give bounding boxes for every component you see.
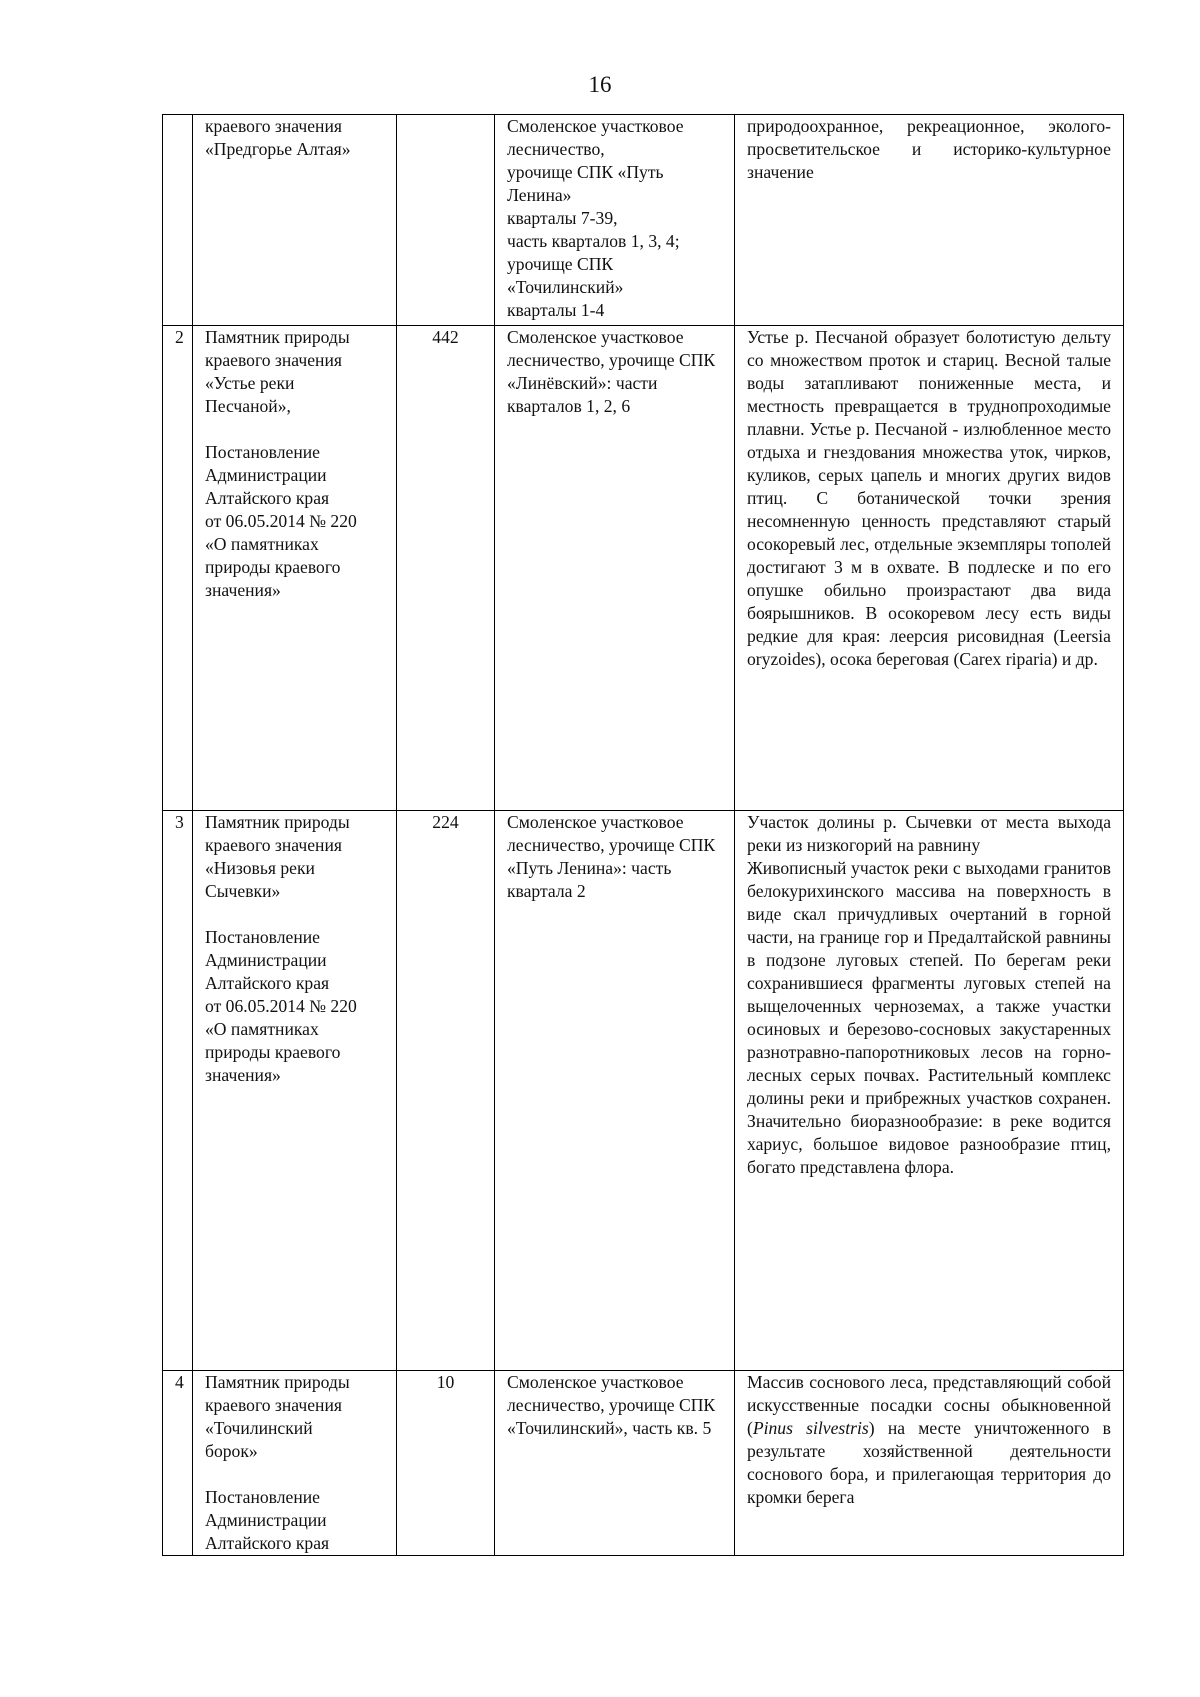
name-line: борок»: [205, 1441, 258, 1461]
name-line: Памятник природы: [205, 1372, 350, 1392]
name-line: Памятник природы: [205, 812, 350, 832]
location-cell: Смоленское участковое лесничество, урочище СПК «Точилинский», часть кв. 5: [495, 1371, 735, 1556]
location-cell: [495, 115, 735, 326]
location-line: кварталы 7-39,: [507, 208, 618, 228]
decree-line: Администрации: [205, 950, 327, 970]
description-cell: [735, 811, 1124, 1371]
row-number: 2: [163, 326, 193, 811]
decree-line: от 06.05.2014 № 220: [205, 511, 357, 531]
location-line: кварталы 1-4: [507, 300, 605, 320]
name-line: краевого значения: [205, 350, 342, 370]
area-cell: 442: [397, 326, 495, 811]
name-line: «Низовья реки: [205, 858, 315, 878]
spacer: [205, 418, 384, 441]
name-line: краевого значения: [205, 835, 342, 855]
description-body: Живописный участок реки с выходами гранитов белокурихинского массива на поверхность в виде скал причудливых очертаний в горной части, на границе гор и Предалтайской равнины в подзоне луговых степей. По берегам реки сохранившиеся фрагменты луговых степей на выщелоченных черноземах, а также участки осиновых и березово-сосновых закустаренных разнотравно-папоротниковых лесов на горно-лесных серых почвах. Растительный комплекс долины реки и прибрежных участков сохранен. Значительно биоразнообразие: в реке водится хариус, большое видовое разнообразие птиц, богато представлена флора.: [747, 858, 1111, 1177]
monument-name-cell: [193, 326, 397, 811]
page-number: 16: [588, 72, 612, 97]
name-line: краевого значения: [205, 116, 342, 136]
location-line: часть кварталов 1, 3, 4;: [507, 231, 680, 251]
description-intro: Участок долины р. Сычевки от места выхода реки из низкогорий на равнину: [747, 812, 1111, 855]
monument-name-cell: [193, 1371, 397, 1556]
spacer: [205, 903, 384, 926]
location-cell: Смоленское участковое лесничество, урочище СПК «Путь Ленина»: часть квартала 2: [495, 811, 735, 1371]
decree-line: Постановление: [205, 1487, 320, 1507]
decree-line: значения»: [205, 1065, 281, 1085]
decree-line: природы краевого: [205, 557, 341, 577]
name-line: Сычевки»: [205, 881, 281, 901]
decree-line: от 06.05.2014 № 220: [205, 996, 357, 1016]
decree-line: Постановление: [205, 442, 320, 462]
location-cell: Смоленское участковое лесничество, урочище СПК «Линёвский»: части кварталов 1, 2, 6: [495, 326, 735, 811]
area-cell: [397, 115, 495, 326]
decree-line: Алтайского края: [205, 488, 330, 508]
location-line: урочище СПК «Точилинский»: [507, 254, 624, 297]
table-row: [163, 811, 1124, 1371]
spacer: [205, 1463, 384, 1486]
decree-line: Алтайского края: [205, 1533, 330, 1553]
description-text: Массив соснового леса, представляющий собой искусственные посадки сосны обыкновенной (: [747, 1372, 1111, 1438]
name-line: «Точилинский: [205, 1418, 313, 1438]
nature-monuments-table: [162, 114, 1124, 1556]
name-line: краевого значения: [205, 1395, 342, 1415]
latin-species-name: Pinus silvestris: [752, 1418, 869, 1438]
location-line: Смоленское участковое лесничество,: [507, 116, 684, 159]
decree-line: «О памятниках: [205, 1019, 319, 1039]
table-row: [163, 115, 1124, 326]
name-line: «Предгорье Алтая»: [205, 139, 351, 159]
row-number: 3: [163, 811, 193, 1371]
decree-line: значения»: [205, 580, 281, 600]
name-line: Песчаной»,: [205, 396, 291, 416]
row-number: [163, 115, 193, 326]
description-cell: Устье р. Песчаной образует болотистую дельту со множеством проток и стариц. Весной талые воды затапливают пониженные места, и местность превращается в труднопроходимые плавни. Устье р. Песчаной - излюбленное место отдыха и гнездования множества уток, чирков, куликов, серых цапель и многих других видов птиц. С ботанической точки зрения несомненную ценность представляют старый осокоревый лес, отдельные экземпляры тополей достигают 3 м в охвате. В подлеске и по его опушке обильно произрастают два вида боярышников. В осокоревом лесу есть виды редкие для края: леерсия рисовидная (Leersia oryzoides), осока береговая (Carex riparia) и др.: [735, 326, 1124, 811]
decree-line: Алтайского края: [205, 973, 330, 993]
description-cell: [735, 1371, 1124, 1556]
table-row: [163, 326, 1124, 811]
decree-line: Администрации: [205, 465, 327, 485]
table-row: [163, 1371, 1124, 1556]
area-cell: 224: [397, 811, 495, 1371]
name-line: «Устье реки: [205, 373, 295, 393]
monument-name-cell: [193, 115, 397, 326]
monument-name-cell: [193, 811, 397, 1371]
area-cell: 10: [397, 1371, 495, 1556]
row-number: 4: [163, 1371, 193, 1556]
description-text: ) на месте уничтоженного в результате хозяйственной деятельности соснового бора, и прилегающая территория до кромки берега: [747, 1418, 1111, 1507]
decree-line: «О памятниках: [205, 534, 319, 554]
decree-line: природы краевого: [205, 1042, 341, 1062]
decree-line: Администрации: [205, 1510, 327, 1530]
description-cell: природоохранное, рекреационное, эколого-просветительское и историко-культурное значение: [735, 115, 1124, 326]
name-line: Памятник природы: [205, 327, 350, 347]
decree-line: Постановление: [205, 927, 320, 947]
location-line: урочище СПК «Путь Ленина»: [507, 162, 664, 205]
